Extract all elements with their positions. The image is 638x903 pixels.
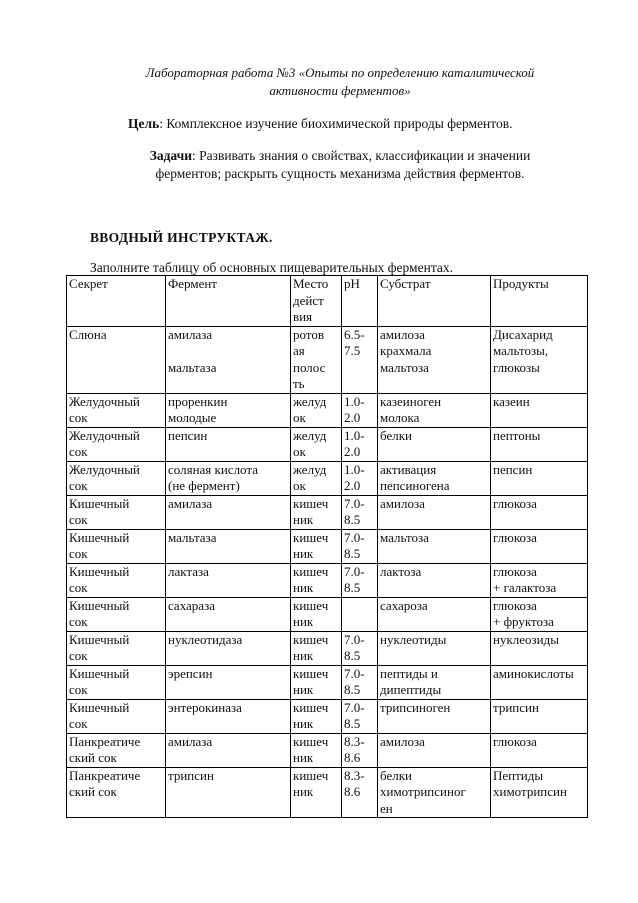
cell-enzyme [166, 326, 291, 393]
cell-products [491, 733, 588, 767]
cell-line: амилоза [380, 495, 425, 511]
cell-products [491, 276, 588, 327]
cell-secret [67, 427, 166, 461]
cell-location [291, 767, 342, 818]
cell-enzyme [166, 393, 291, 427]
cell-line: глюкоза [493, 597, 537, 613]
cell-line: амилаза [168, 733, 213, 749]
cell-line: лактоза [380, 563, 422, 579]
cell-line: сок [69, 682, 88, 697]
cell-secret [67, 326, 166, 393]
cell-line: Кишечный [69, 495, 130, 511]
cell-substrate [378, 733, 491, 767]
cell-location [291, 563, 342, 597]
cell-line: белки [380, 767, 412, 783]
cell-ph [342, 733, 378, 767]
cell-substrate [378, 393, 491, 427]
cell-secret [67, 461, 166, 495]
cell-line: ая [293, 343, 305, 358]
cell-products [491, 665, 588, 699]
cell-location [291, 461, 342, 495]
cell-line: полос [293, 359, 326, 375]
cell-ph [342, 563, 378, 597]
cell-line: пепсин [168, 427, 208, 443]
cell-line: ник [293, 580, 314, 595]
cell-secret [67, 597, 166, 631]
cell-products [491, 461, 588, 495]
table-row [67, 393, 588, 427]
cell-enzyme [166, 665, 291, 699]
cell-line: 8.6 [344, 750, 361, 765]
tasks-line-2: ферментов; раскрыть сущность механизма действия ферментов. [155, 166, 525, 181]
cell-line: нуклеозиды [493, 631, 559, 647]
tasks-line-1: : Развивать знания о свойствах, классификации и значении [192, 148, 531, 163]
cell-line: сок [69, 478, 88, 493]
cell-location [291, 393, 342, 427]
cell-ph [342, 631, 378, 665]
cell-location [291, 665, 342, 699]
cell-location [291, 495, 342, 529]
goal-text: : Комплексное изучение биохимической природы ферментов. [159, 116, 513, 131]
cell-line: 7.0- [344, 563, 365, 579]
cell-line: 8.5 [344, 546, 361, 561]
cell-ph [342, 529, 378, 563]
cell-line: казеиноген [380, 393, 442, 409]
cell-line: ок [293, 410, 306, 425]
cell-secret [67, 563, 166, 597]
cell-line: сахараза [168, 597, 215, 613]
cell-line: глюкозы [493, 359, 540, 375]
lab-title-line-1: Лабораторная работа №3 «Опыты по определению каталитической [145, 65, 535, 80]
cell-line: 2.0 [344, 444, 361, 459]
cell-line: дейст [293, 292, 324, 308]
table-row [67, 563, 588, 597]
cell-line: сок [69, 580, 88, 595]
cell-enzyme [166, 276, 291, 327]
cell-products [491, 631, 588, 665]
cell-line: 2.0 [344, 410, 361, 425]
cell-line: лактаза [168, 563, 209, 579]
cell-ph [342, 427, 378, 461]
cell-enzyme [166, 529, 291, 563]
cell-line: 2.0 [344, 478, 361, 493]
cell-line: Кишечный [69, 529, 130, 545]
cell-line: кишеч [293, 665, 329, 681]
cell-line: сок [69, 716, 88, 731]
cell-line: мальтоза [380, 359, 429, 375]
cell-secret [67, 767, 166, 818]
cell-line: кишеч [293, 495, 329, 511]
cell-line: крахмала [380, 343, 432, 358]
cell-substrate [378, 563, 491, 597]
cell-line: сок [69, 512, 88, 527]
cell-line: амилаза [168, 326, 213, 342]
cell-line: мальтозы, [493, 343, 549, 358]
cell-secret [67, 631, 166, 665]
cell-substrate [378, 767, 491, 818]
cell-line: 1.0- [344, 393, 365, 409]
cell-secret [67, 665, 166, 699]
cell-secret [67, 495, 166, 529]
cell-line: ский сок [69, 750, 117, 765]
cell-line: Панкреатиче [69, 767, 141, 783]
cell-line: ник [293, 614, 314, 629]
cell-line: Кишечный [69, 597, 130, 613]
enzyme-table [66, 275, 588, 818]
cell-location [291, 529, 342, 563]
cell-products [491, 699, 588, 733]
lab-title [90, 64, 590, 100]
cell-line: пептоны [493, 427, 541, 443]
cell-line [344, 598, 375, 615]
cell-line: Пептиды [493, 767, 544, 783]
cell-line: Секрет [69, 276, 108, 291]
cell-line: вия [293, 309, 313, 324]
cell-products [491, 393, 588, 427]
cell-products [491, 326, 588, 393]
cell-substrate [378, 276, 491, 327]
cell-products [491, 495, 588, 529]
cell-line: проренкин [168, 393, 228, 409]
goal-paragraph [128, 116, 512, 132]
table-row [67, 665, 588, 699]
cell-line: Желудочный [69, 461, 140, 477]
cell-substrate [378, 326, 491, 393]
cell-line: ен [380, 800, 393, 816]
cell-line: Желудочный [69, 393, 140, 409]
cell-line: 7.0- [344, 631, 365, 647]
cell-location [291, 699, 342, 733]
cell-line: 7.5 [344, 343, 361, 358]
cell-line: 8.3- [344, 733, 365, 749]
cell-line: Кишечный [69, 665, 130, 681]
cell-enzyme [166, 495, 291, 529]
cell-line: 8.5 [344, 580, 361, 595]
cell-secret [67, 276, 166, 327]
cell-line: 8.3- [344, 767, 365, 783]
cell-location [291, 276, 342, 327]
cell-line: молодые [168, 410, 217, 425]
cell-line: пепсиногена [380, 478, 450, 493]
cell-substrate [378, 495, 491, 529]
cell-ph [342, 597, 378, 631]
cell-line: соляная кислота [168, 461, 258, 477]
cell-line: глюкоза [493, 529, 537, 545]
cell-line: Кишечный [69, 699, 130, 715]
cell-substrate [378, 631, 491, 665]
goal-label: Цель [128, 116, 160, 131]
cell-ph [342, 461, 378, 495]
cell-substrate [378, 427, 491, 461]
cell-ph [342, 326, 378, 393]
cell-line: глюкоза [493, 495, 537, 511]
cell-line: 1.0- [344, 461, 365, 477]
cell-line: трипсиноген [380, 699, 451, 715]
cell-line: желуд [293, 427, 327, 443]
cell-line: ник [293, 546, 314, 561]
cell-line: сок [69, 444, 88, 459]
cell-products [491, 529, 588, 563]
cell-line: сок [69, 546, 88, 561]
cell-line [168, 343, 288, 360]
tasks-label: Задачи [149, 148, 192, 163]
cell-line: желуд [293, 461, 327, 477]
cell-ph [342, 699, 378, 733]
cell-line: ник [293, 784, 314, 799]
cell-line: 7.0- [344, 529, 365, 545]
cell-line: глюкоза [493, 563, 537, 579]
cell-line: кишеч [293, 597, 329, 613]
cell-line: Желудочный [69, 427, 140, 443]
table-row [67, 495, 588, 529]
cell-line: кишеч [293, 733, 329, 749]
cell-line: ник [293, 682, 314, 697]
cell-line: 8.6 [344, 784, 361, 799]
cell-line: нуклеотидаза [168, 631, 243, 647]
cell-substrate [378, 529, 491, 563]
cell-line: ник [293, 512, 314, 527]
cell-line: трипсин [168, 767, 214, 783]
cell-products [491, 563, 588, 597]
cell-ph [342, 495, 378, 529]
cell-line: химотрипсин [493, 784, 567, 799]
cell-enzyme [166, 733, 291, 767]
tasks-paragraph [110, 147, 570, 183]
cell-ph [342, 393, 378, 427]
cell-line: молока [380, 410, 420, 425]
cell-enzyme [166, 563, 291, 597]
cell-products [491, 427, 588, 461]
table-row [67, 631, 588, 665]
cell-line: сок [69, 648, 88, 663]
cell-line: кишеч [293, 631, 329, 647]
cell-line: ть [293, 376, 305, 391]
cell-line: амилоза [380, 326, 425, 342]
cell-line: 8.5 [344, 512, 361, 527]
cell-location [291, 733, 342, 767]
cell-line: сахароза [380, 597, 428, 613]
cell-secret [67, 733, 166, 767]
cell-line: желуд [293, 393, 327, 409]
cell-line: кишеч [293, 767, 329, 783]
cell-line: кишеч [293, 529, 329, 545]
table-row [67, 767, 588, 818]
cell-line: ский сок [69, 784, 117, 799]
cell-line: Субстрат [380, 276, 431, 291]
cell-line: Место [293, 276, 329, 291]
cell-line: пептиды и [380, 665, 438, 681]
lab-title-line-2: активности ферментов» [269, 83, 411, 98]
cell-ph [342, 276, 378, 327]
cell-line: 7.0- [344, 699, 365, 715]
cell-enzyme [166, 699, 291, 733]
table-header-row [67, 276, 588, 327]
cell-secret [67, 393, 166, 427]
cell-substrate [378, 597, 491, 631]
cell-secret [67, 529, 166, 563]
cell-line: 7.0- [344, 495, 365, 511]
cell-enzyme [166, 461, 291, 495]
cell-ph [342, 665, 378, 699]
cell-substrate [378, 699, 491, 733]
cell-line: кишеч [293, 563, 329, 579]
cell-line: мальтаза [168, 359, 217, 375]
cell-line: 1.0- [344, 427, 365, 443]
cell-line: активация [380, 461, 437, 477]
cell-line: 7.0- [344, 665, 365, 681]
cell-line: кишеч [293, 699, 329, 715]
cell-line: ник [293, 648, 314, 663]
cell-substrate [378, 461, 491, 495]
cell-line: Кишечный [69, 563, 130, 579]
cell-line: ник [293, 716, 314, 731]
cell-products [491, 597, 588, 631]
cell-line: мальтоза [380, 529, 429, 545]
cell-line: Дисахарид [493, 326, 553, 342]
cell-location [291, 597, 342, 631]
cell-line: Слюна [69, 326, 107, 342]
cell-line: 8.5 [344, 716, 361, 731]
cell-line: нуклеотиды [380, 631, 447, 647]
cell-line: аминокислоты [493, 665, 574, 681]
cell-line: эрепсин [168, 665, 213, 681]
cell-line: Продукты [493, 276, 549, 291]
cell-line: (не фермент) [168, 478, 240, 493]
cell-line: дипептиды [380, 682, 442, 697]
cell-enzyme [166, 631, 291, 665]
cell-line: белки [380, 427, 412, 443]
cell-line: казеин [493, 393, 530, 409]
cell-substrate [378, 665, 491, 699]
table-row [67, 427, 588, 461]
cell-line: пепсин [493, 461, 533, 477]
cell-enzyme [166, 767, 291, 818]
table-row [67, 461, 588, 495]
cell-line: ник [293, 750, 314, 765]
table-row [67, 326, 588, 393]
table-row [67, 699, 588, 733]
cell-line: Фермент [168, 276, 217, 291]
table-row [67, 529, 588, 563]
cell-line: мальтаза [168, 529, 217, 545]
table-row [67, 597, 588, 631]
cell-line: 8.5 [344, 648, 361, 663]
cell-location [291, 427, 342, 461]
cell-line: 8.5 [344, 682, 361, 697]
cell-location [291, 631, 342, 665]
cell-enzyme [166, 427, 291, 461]
cell-line: + фруктоза [493, 614, 554, 629]
cell-line: энтерокиназа [168, 699, 242, 715]
cell-line: + галактоза [493, 580, 557, 595]
cell-line: глюкоза [493, 733, 537, 749]
cell-line: 6.5- [344, 326, 365, 342]
cell-location [291, 326, 342, 393]
table-row [67, 733, 588, 767]
cell-line: химотрипсиног [380, 784, 466, 799]
cell-line: сок [69, 410, 88, 425]
cell-products [491, 767, 588, 818]
cell-line: трипсин [493, 699, 539, 715]
cell-line: Кишечный [69, 631, 130, 647]
cell-line: ок [293, 444, 306, 459]
section-heading: ВВОДНЫЙ ИНСТРУКТАЖ. [90, 230, 273, 245]
cell-line: Панкреатиче [69, 733, 141, 749]
cell-ph [342, 767, 378, 818]
cell-line: ок [293, 478, 306, 493]
cell-enzyme [166, 597, 291, 631]
cell-line: амилаза [168, 495, 213, 511]
cell-line: амилоза [380, 733, 425, 749]
cell-secret [67, 699, 166, 733]
cell-line: ротов [293, 326, 324, 342]
cell-line: pH [344, 276, 360, 291]
cell-line: сок [69, 614, 88, 629]
instruction-text: Заполните таблицу об основных пищеварительных ферментах. [90, 260, 453, 275]
